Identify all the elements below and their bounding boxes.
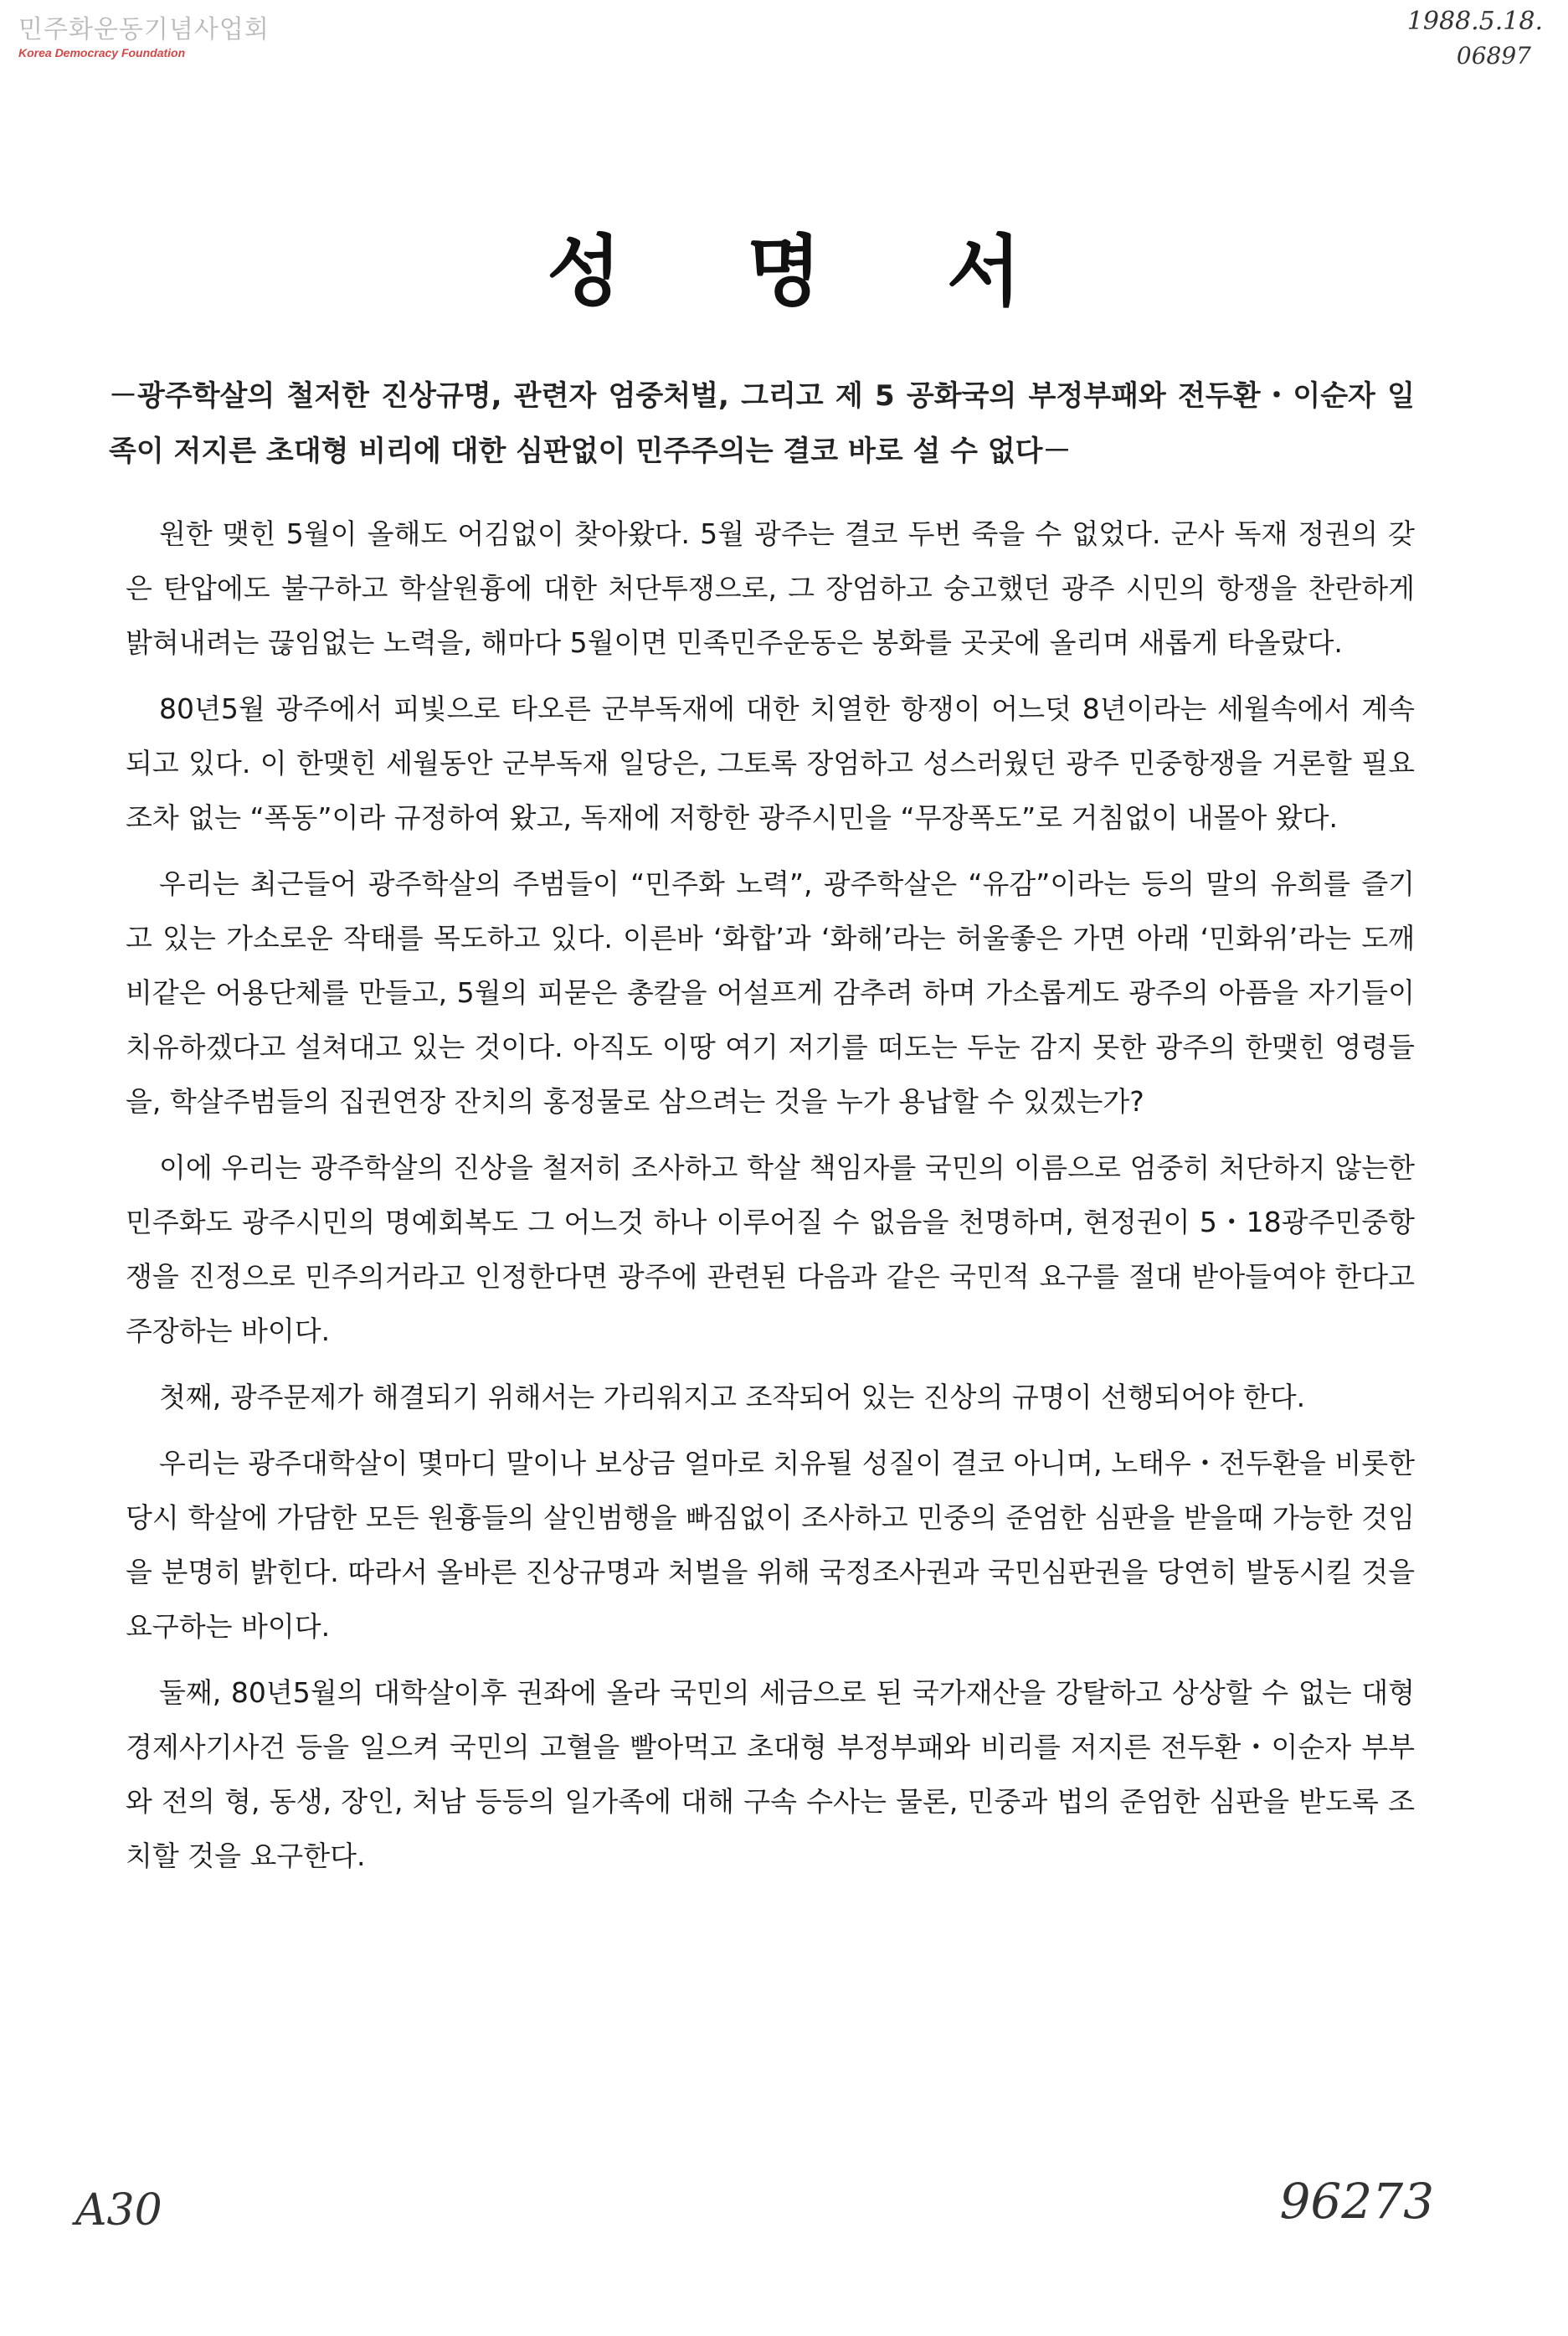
document-title: 성명서: [547, 227, 1147, 316]
paragraph-3: 우리는 최근들어 광주학살의 주범들이 “민주화 노력”, 광주학살은 “유감”이라는 등의 말의 유희를 즐기고 있는 가소로운 작태를 목도하고 있다. 이른바 ‘화합’과 ‘화해’라는 허울좋은 가면 아래 ‘민화위’라는 도깨비같은 어용단체를 만들고, 5월의 피묻은 총칼을 어설프게 감추려 하며 가소롭게도 광주의 아픔을 자기들이 치유하겠다고 설쳐대고 있는 것이다. 아직도 이땅 여기 저기를 떠도는 두눈 감지 못한 광주의 한맺힌 영령들을, 학살주범들의 집권연장 잔치의 홍정물로 삼으려는 것을 누가 용납할 수 있겠는가?: [126, 867, 1415, 1118]
handwritten-archive-number: 96273: [1279, 2173, 1434, 2230]
logo-english-text: Korea Democracy Foundation: [18, 46, 186, 59]
paragraph-1: 원한 맺힌 5월이 올해도 어김없이 찾아왔다. 5월 광주는 결코 두번 죽을 수 없었다. 군사 독재 정권의 갖은 탄압에도 불구하고 학살원흉에 대한 처단투쟁으로, 그 장엄하고 숭고했던 광주 시민의 항쟁을 찬란하게 밝혀내려는 끊임없는 노력을, 해마다 5월이면 민족민주운동은 봉화를 곳곳에 올리며 새롭게 타올랐다.: [126, 517, 1415, 659]
document-subtitle: －광주학살의 철저한 진상규명, 관련자 엄중처벌, 그리고 제 5 공화국의 부정부패와 전두환・이순자 일족이 저지른 초대형 비리에 대한 심판없이 민주주의는 결코 바로 설 수 없다－: [109, 379, 1415, 468]
document-body: [126, 507, 1415, 1895]
logo-korean-text: 민주화운동기념사업회: [18, 15, 270, 44]
handwritten-date: 1988.5.18.: [1406, 7, 1543, 36]
handwritten-code: 06897: [1456, 42, 1531, 69]
foundation-logo: [18, 15, 270, 60]
paragraph-7-second-demand: 둘째, 80년5월의 대학살이후 권좌에 올라 국민의 세금으로 된 국가재산을 강탈하고 상상할 수 없는 대형 경제사기사건 등을 일으켜 국민의 고혈을 빨아먹고 초대형 부정부패와 비리를 저지른 전두환・이순자 부부와 전의 형, 동생, 장인, 처남 등등의 일가족에 대해 구속 수사는 물론, 민중과 법의 준엄한 심판을 받도록 조치할 것을 요구한다.: [126, 1676, 1415, 1872]
paragraph-2: 80년5월 광주에서 피빛으로 타오른 군부독재에 대한 치열한 항쟁이 어느덧 8년이라는 세월속에서 계속되고 있다. 이 한맺힌 세월동안 군부독재 일당은, 그토록 장엄하고 성스러웠던 광주 민중항쟁을 거론할 필요조차 없는 “폭동”이라 규정하여 왔고, 독재에 저항한 광주시민을 “무장폭도”로 거침없이 내몰아 왔다.: [126, 692, 1415, 834]
paragraph-5-first-demand: 첫째, 광주문제가 해결되기 위해서는 가리워지고 조작되어 있는 진상의 규명이 선행되어야 한다.: [159, 1381, 1306, 1413]
paragraph-4: 이에 우리는 광주학살의 진상을 철저히 조사하고 학살 책임자를 국민의 이름으로 엄중히 처단하지 않는한 민주화도 광주시민의 명예회복도 그 어느것 하나 이루어질 수 없음을 천명하며, 현정권이 5・18광주민중항쟁을 진정으로 민주의거라고 인정한다면 광주에 관련된 다음과 같은 국민적 요구를 절대 받아들여야 한다고 주장하는 바이다.: [126, 1151, 1415, 1347]
paragraph-6: 우리는 광주대학살이 몇마디 말이나 보상금 얼마로 치유될 성질이 결코 아니며, 노태우・전두환을 비롯한 당시 학살에 가담한 모든 원흉들의 살인범행을 빠짐없이 조사하고 민중의 준엄한 심판을 받을때 가능한 것임을 분명히 밝힌다. 따라서 올바른 진상규명과 처벌을 위해 국정조사권과 국민심판권을 당연히 발동시킬 것을 요구하는 바이다.: [126, 1447, 1415, 1643]
handwritten-page-mark: A30: [75, 2185, 162, 2236]
